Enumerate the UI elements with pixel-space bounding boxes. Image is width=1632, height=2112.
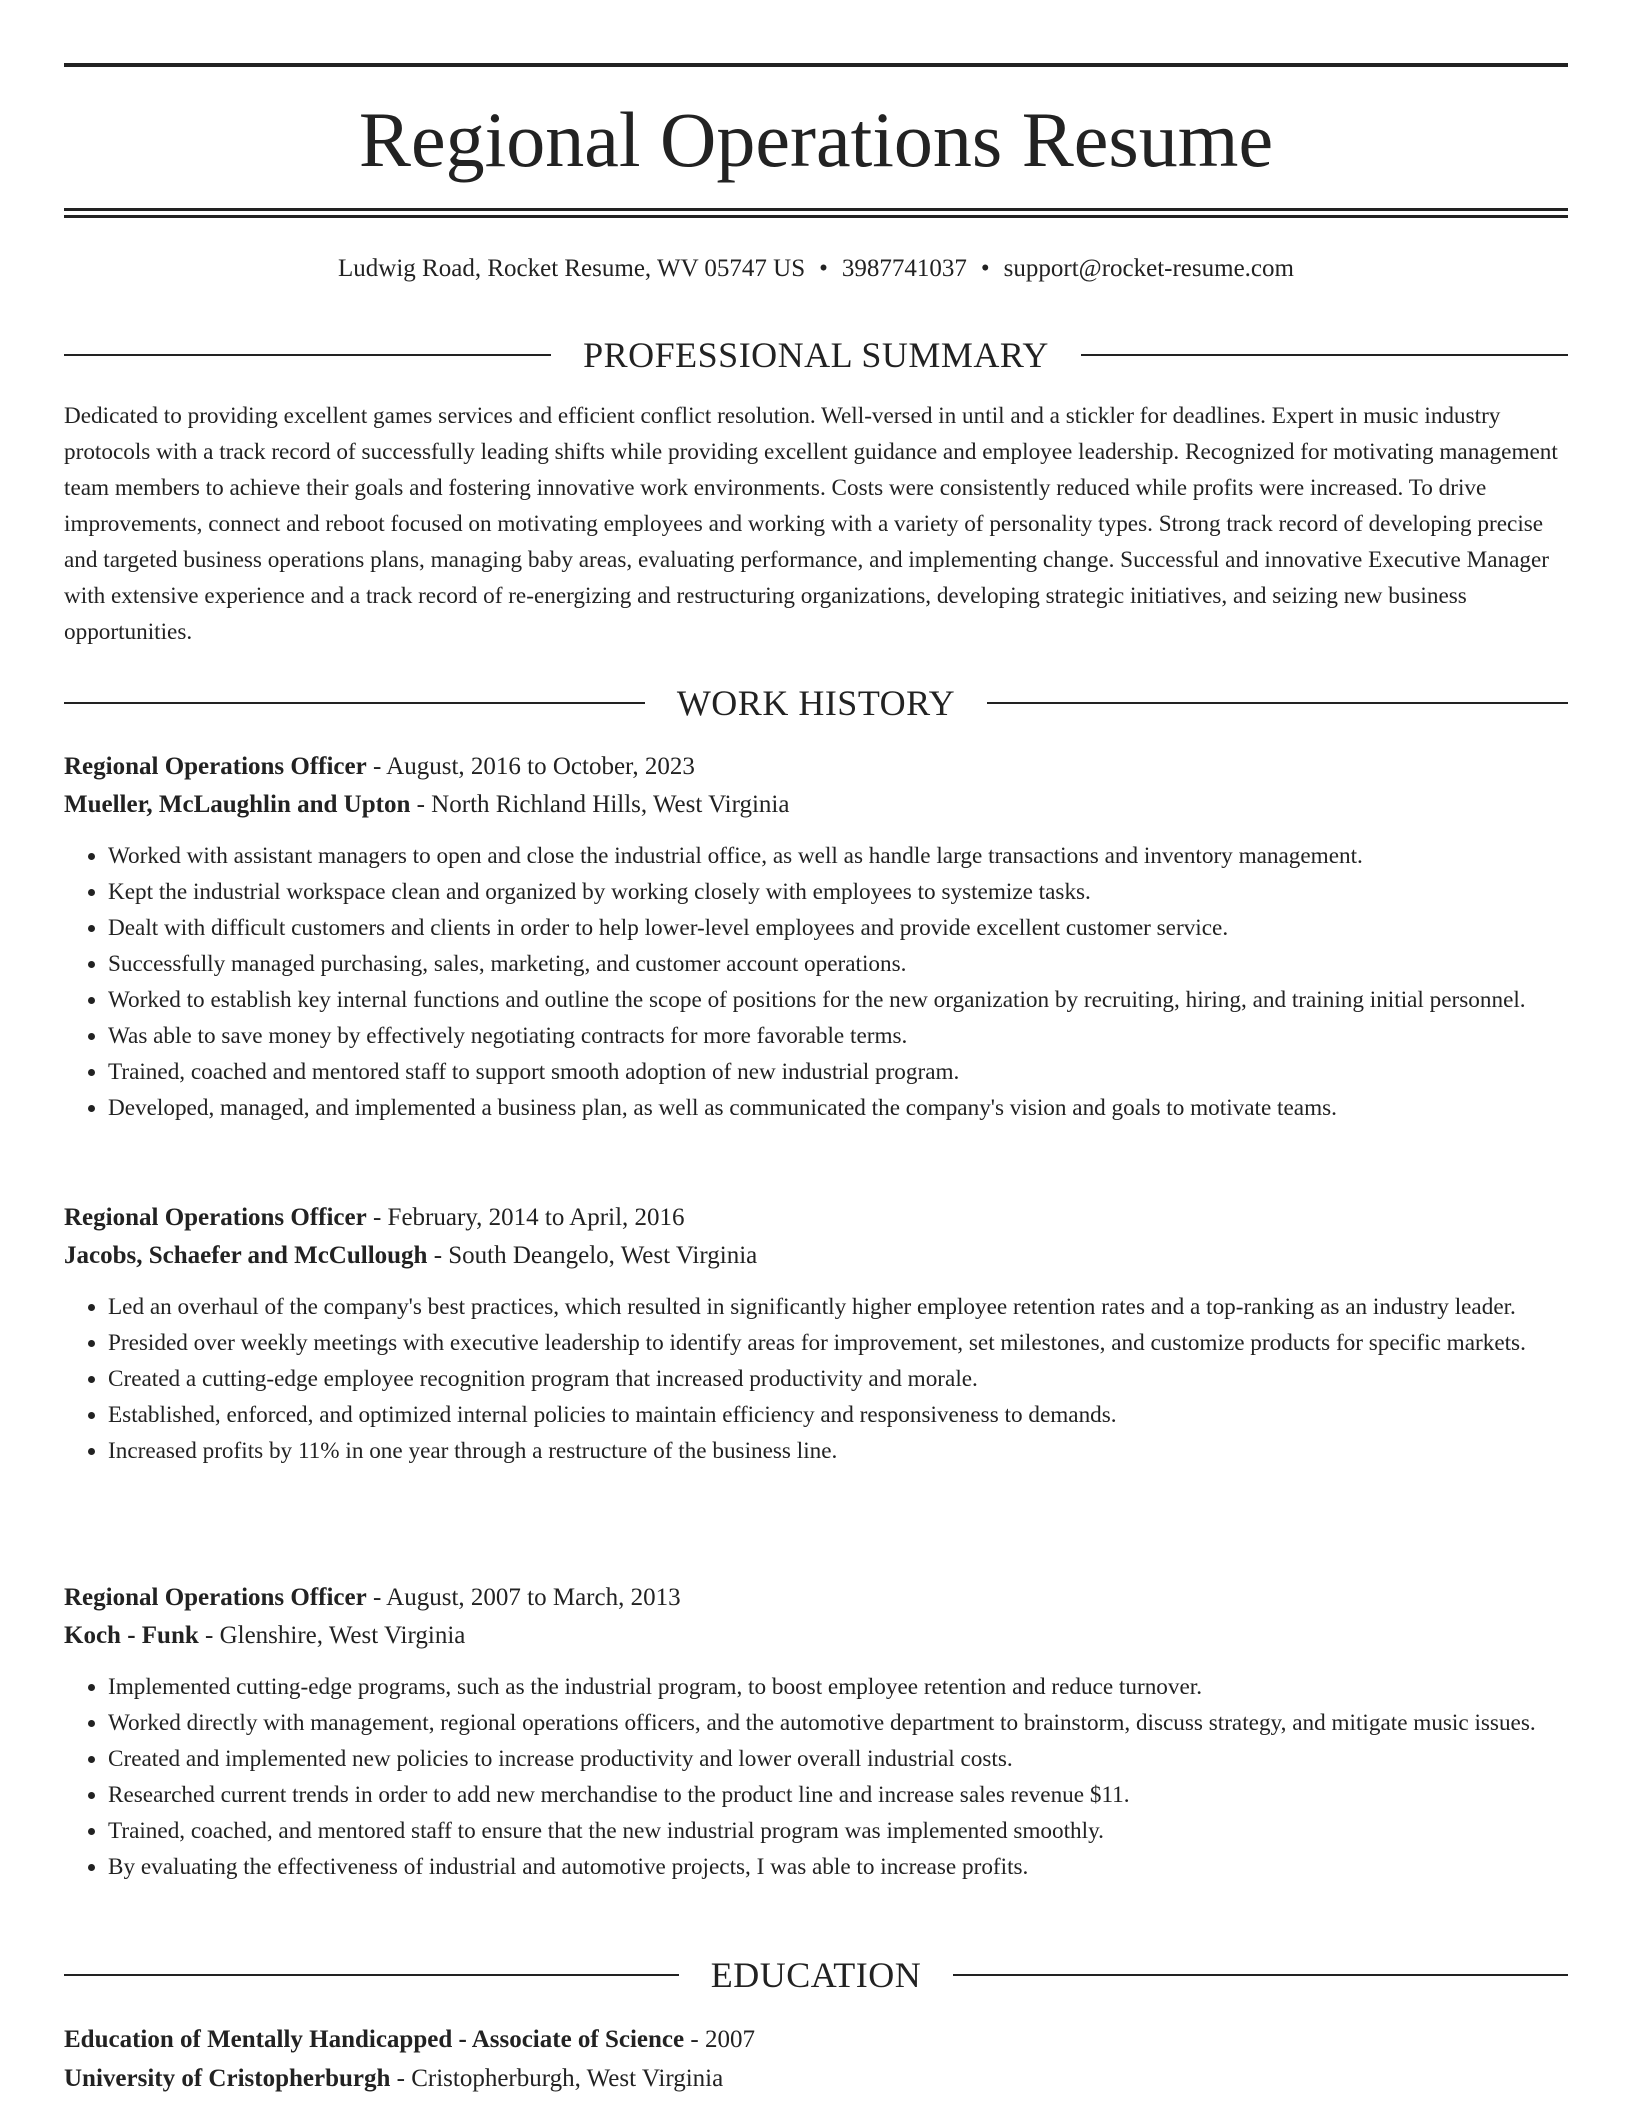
job-entry	[64, 748, 1568, 1126]
job-bullet: • Established, enforced, and optimized internal policies to maintain efficiency and responsiveness to demands.	[108, 1397, 1568, 1433]
job-location: - North Richland Hills, West Virginia	[410, 791, 790, 818]
job-bullet: • Researched current trends in order to add new merchandise to the product line and increase sales revenue $11.	[108, 1777, 1568, 1813]
section-rule-left	[64, 354, 551, 356]
section-rule-right	[953, 1974, 1568, 1976]
job-bullet: • Created a cutting-edge employee recognition program that increased productivity and morale.	[108, 1361, 1568, 1397]
job-company-line	[64, 1617, 1568, 1655]
job-company: Jacobs, Schaefer and McCullough	[64, 1242, 428, 1269]
education-section-header	[64, 1953, 1568, 1997]
job-bullets	[64, 1289, 1568, 1469]
job-bullet: • Created and implemented new policies to increase productivity and lower overall industrial costs.	[108, 1741, 1568, 1777]
job-bullet: • Trained, coached and mentored staff to support smooth adoption of new industrial program.	[108, 1054, 1568, 1090]
job-entry	[64, 1579, 1568, 1885]
summary-text: Dedicated to providing excellent games services and efficient conflict resolution. Well-versed in until and a stickler for deadlines. Expert in music industry protocols with a track record of successfully leading shifts while providing excellent guidance and employee leadership. Recognized for motivating management team members to achieve their goals and fostering innovative work environments. Costs were consistently reduced while profits were increased. To drive improvements, connect and reboot focused on motivating employees and working with a variety of personality types. Strong track record of developing precise and targeted business operations plans, managing baby areas, evaluating performance, and implementing change. Successful and innovative Executive Manager with extensive experience and a track record of re-energizing and restructuring organizations, developing strategic initiatives, and seizing new business opportunities.	[64, 403, 1558, 645]
job-bullet: • Increased profits by 11% in one year through a restructure of the business line.	[108, 1433, 1568, 1469]
job-title-line	[64, 748, 1568, 786]
job-title-line	[64, 1579, 1568, 1617]
education-degree: Education of Mentally Handicapped - Associate of Science	[64, 2026, 685, 2053]
job-bullet: • Worked directly with management, regional operations officers, and the automotive department to brainstorm, discuss strategy, and mitigate music issues.	[108, 1705, 1568, 1741]
work-history-heading: WORK HISTORY	[676, 683, 956, 723]
section-rule-right	[987, 702, 1568, 704]
job-bullet: • Dealt with difficult customers and clients in order to help lower-level employees and provide excellent customer service.	[108, 910, 1568, 946]
job-bullet: • By evaluating the effectiveness of industrial and automotive projects, I was able to increase profits.	[108, 1849, 1568, 1885]
contact-address: Ludwig Road, Rocket Resume, WV 05747 US	[338, 255, 806, 282]
work-history-section-header	[64, 681, 1568, 725]
job-bullet: • Kept the industrial workspace clean and organized by working closely with employees to systemize tasks.	[108, 874, 1568, 910]
job-title: Regional Operations Officer	[64, 753, 367, 780]
education-school: University of Cristopherburgh	[64, 2065, 391, 2092]
education-school-line	[64, 2059, 1568, 2098]
education-heading: EDUCATION	[710, 1955, 922, 1995]
job-dates: - February, 2014 to April, 2016	[366, 1204, 685, 1231]
job-location: - Glenshire, West Virginia	[198, 1622, 466, 1649]
job-bullet: • Developed, managed, and implemented a business plan, as well as communicated the company's vision and goals to motivate teams.	[108, 1090, 1568, 1126]
job-bullet: • Was able to save money by effectively negotiating contracts for more favorable terms.	[108, 1018, 1568, 1054]
summary-section-header	[64, 333, 1568, 377]
job-bullet: • Trained, coached, and mentored staff to ensure that the new industrial program was implemented smoothly.	[108, 1813, 1568, 1849]
resume-title: Regional Operations Resume	[358, 96, 1274, 183]
job-company-line	[64, 786, 1568, 824]
job-bullet: • Worked with assistant managers to open and close the industrial office, as well as handle large transactions and inventory management.	[108, 838, 1568, 874]
job-bullets	[64, 1669, 1568, 1885]
job-dates: - August, 2007 to March, 2013	[366, 1584, 681, 1611]
job-title: Regional Operations Officer	[64, 1204, 367, 1231]
section-rule-left	[64, 702, 645, 704]
job-bullet: • Worked to establish key internal functions and outline the scope of positions for the new organization by recruiting, hiring, and training initial personnel.	[108, 982, 1568, 1018]
contact-line	[64, 252, 1568, 286]
job-company-line	[64, 1237, 1568, 1275]
education-location: - Cristopherburgh, West Virginia	[390, 2065, 724, 2092]
contact-separator: •	[819, 255, 828, 282]
education-year: - 2007	[684, 2026, 755, 2053]
section-rule-right	[1081, 354, 1568, 356]
contact-phone: 3987741037	[841, 255, 967, 282]
job-bullet: • Led an overhaul of the company's best practices, which resulted in significantly higher employee retention rates and a top-ranking as an industry leader.	[108, 1289, 1568, 1325]
job-title-line	[64, 1199, 1568, 1237]
job-title: Regional Operations Officer	[64, 1584, 367, 1611]
job-location: - South Deangelo, West Virginia	[427, 1242, 758, 1269]
title-double-rule	[64, 208, 1568, 218]
contact-separator: •	[980, 255, 990, 282]
job-company: Koch - Funk	[64, 1622, 199, 1649]
contact-email: support@rocket-resume.com	[1003, 255, 1294, 282]
education-degree-line	[64, 2020, 1568, 2059]
job-bullet: • Implemented cutting-edge programs, such as the industrial program, to boost employee retention and reduce turnover.	[108, 1669, 1568, 1705]
job-entry	[64, 1199, 1568, 1469]
section-rule-left	[64, 1974, 679, 1976]
job-dates: - August, 2016 to October, 2023	[366, 753, 695, 780]
job-company: Mueller, McLaughlin and Upton	[64, 791, 411, 818]
job-bullet: • Presided over weekly meetings with executive leadership to identify areas for improvement, set milestones, and customize products for specific markets.	[108, 1325, 1568, 1361]
job-bullets	[64, 838, 1568, 1126]
summary-heading: PROFESSIONAL SUMMARY	[583, 335, 1049, 375]
top-rule	[64, 63, 1568, 67]
job-bullet: • Successfully managed purchasing, sales, marketing, and customer account operations.	[108, 946, 1568, 982]
education-entry	[64, 2020, 1568, 2098]
